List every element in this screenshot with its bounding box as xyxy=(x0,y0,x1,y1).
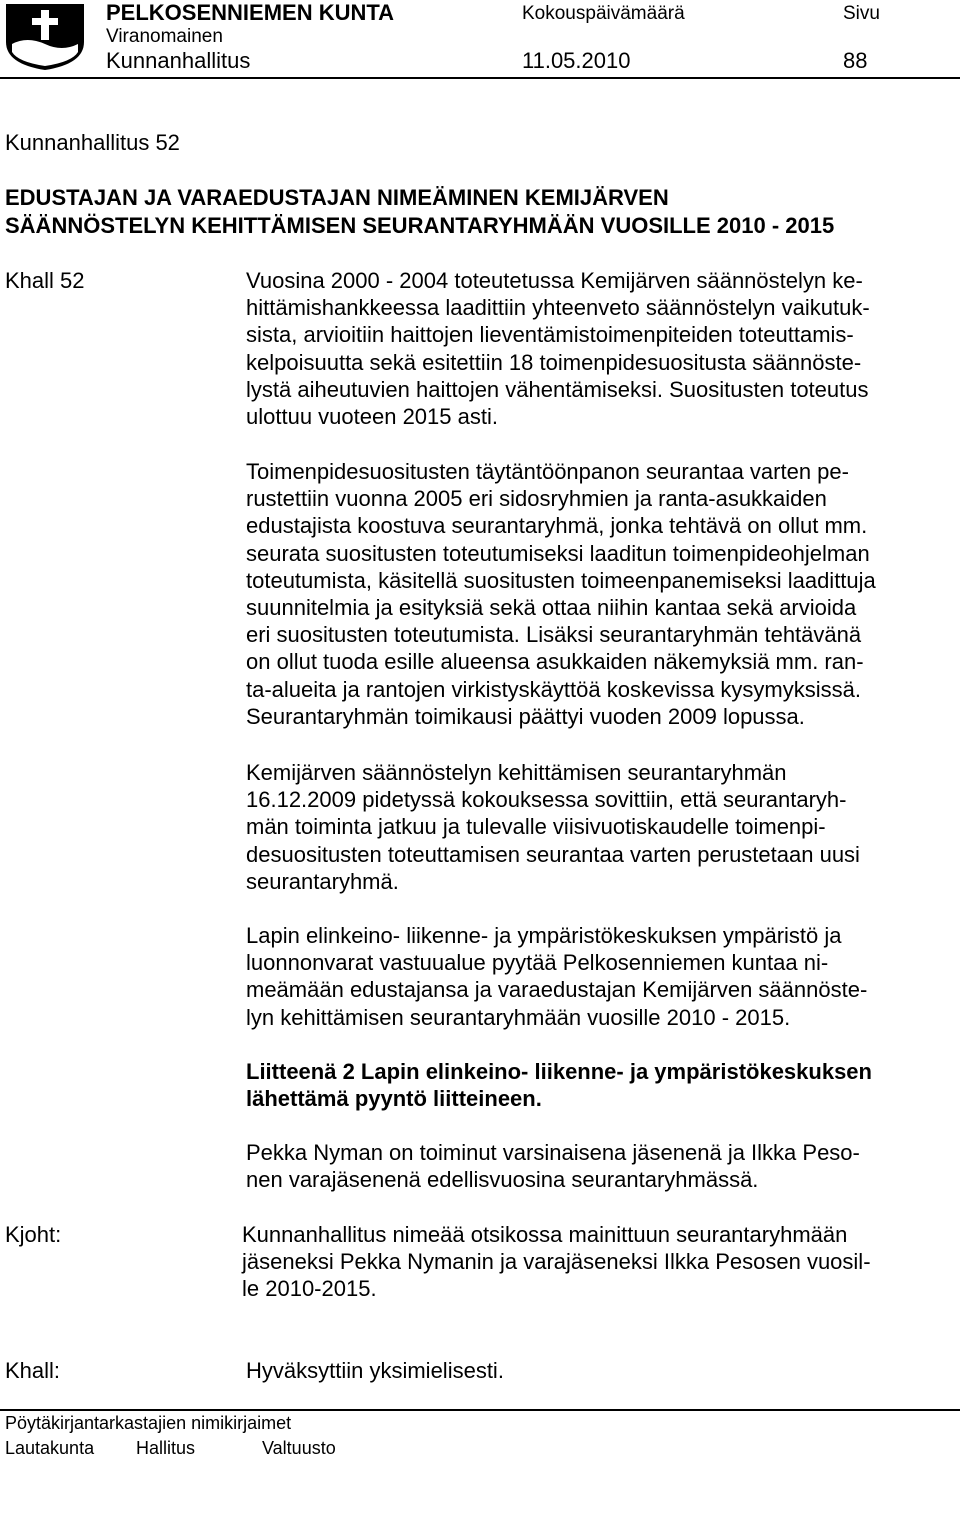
text-line: lystä aiheutuvien haittojen vähentämiseksi. Suositusten toteutus xyxy=(246,376,869,402)
authority-label: Viranomainen xyxy=(106,26,223,47)
meeting-date: 11.05.2010 xyxy=(522,48,631,73)
text-line: desuositusten toteuttamisen seurantaa varten perustetaan uusi xyxy=(246,841,860,867)
text-line: toteutumista, käsitellä suositusten toimeenpanemiseksi laadittuja xyxy=(246,567,876,593)
coat-of-arms-icon xyxy=(2,2,88,72)
footer-column-valtuusto: Valtuusto xyxy=(262,1438,336,1458)
text-line: Vuosina 2000 - 2004 toteutetussa Kemijärven säännöstelyn ke- xyxy=(246,268,863,293)
text-line: meämään edustajansa ja varaedustajan Kemijärven säännöste- xyxy=(246,977,868,1003)
text-line: sista, arvioitiin haittojen lieventämistoimenpiteiden toteuttamis- xyxy=(246,322,854,348)
text-line: rustettiin vuonna 2005 eri sidosryhmien ja ranta-asukkaiden xyxy=(246,486,827,512)
header-divider xyxy=(0,77,960,79)
text-line: Kunnanhallitus nimeää otsikossa mainittuun seurantaryhmään xyxy=(242,1222,848,1247)
paragraph-attachment xyxy=(246,1058,956,1112)
text-line: 16.12.2009 pidetyssä kokouksessa sovittiin, että seurantaryh- xyxy=(246,787,847,813)
section-heading: Kunnanhallitus 52 xyxy=(5,130,180,155)
footer-column-hallitus: Hallitus xyxy=(136,1438,196,1458)
text-line: kelpoisuutta sekä esitettiin 18 toimenpidesuositusta säännöste- xyxy=(246,349,862,375)
text-line: nen varajäsenenä edellisvuosina seurantaryhmässä. xyxy=(246,1167,759,1193)
proposal-label: Kjoht: xyxy=(5,1222,62,1247)
text-line: edustajista koostuva seurantaryhmä, jonka tehtävä on ollut mm. xyxy=(246,513,868,539)
text-line: lähettämä pyyntö liitteineen. xyxy=(246,1086,542,1112)
document-title xyxy=(5,184,834,240)
page-number: 88 xyxy=(843,48,868,73)
text-line: män toiminta jatkuu ja tulevalle viisivuotiskaudelle toimenpi- xyxy=(246,814,826,840)
text-line: lyn kehittämisen seurantaryhmään vuosille 2010 - 2015. xyxy=(246,1004,791,1030)
meeting-date-label: Kokouspäivämäärä xyxy=(522,3,685,24)
decision-label: Khall: xyxy=(5,1358,61,1383)
page-label: Sivu xyxy=(843,3,880,24)
text-line: le 2010-2015. xyxy=(242,1276,377,1302)
paragraph-previous-members xyxy=(246,1139,956,1193)
text-line: hittämishankkeessa laadittiin yhteenveto säännöstelyn vaikutuk- xyxy=(246,295,870,321)
text-line: Liitteenä 2 Lapin elinkeino- liikenne- ja ympäristökeskuksen xyxy=(246,1059,872,1084)
text-line: Pekka Nyman on toiminut varsinaisena jäsenenä ja Ilkka Peso- xyxy=(246,1140,860,1165)
text-line: Toimenpidesuositusten täytäntöönpanon seurantaa varten pe- xyxy=(246,459,849,484)
text-line: jäseneksi Pekka Nymanin ja varajäseneksi Ilkka Pesosen vuosil- xyxy=(242,1249,871,1275)
text-line: on ollut tuoda esille alueensa asukkaiden näkemyksiä mm. ran- xyxy=(246,649,864,675)
text-line: seurantaryhmä. xyxy=(246,868,399,894)
footer-divider xyxy=(0,1409,960,1411)
text-line: eri suositusten toteutumista. Lisäksi seurantaryhmän tehtävänä xyxy=(246,622,862,648)
text-line: Kemijärven säännöstelyn kehittämisen seurantaryhmän xyxy=(246,760,787,785)
title-line: SÄÄNNÖSTELYN KEHITTÄMISEN SEURANTARYHMÄÄN VUOSILLE 2010 - 2015 xyxy=(5,213,835,238)
text-line: Lapin elinkeino- liikenne- ja ympäristökeskuksen ympäristö ja xyxy=(246,923,842,948)
title-line: EDUSTAJAN JA VARAEDUSTAJAN NIMEÄMINEN KEMIJÄRVEN xyxy=(5,185,669,210)
text-line: ulottuu vuoteen 2015 asti. xyxy=(246,404,498,430)
text-line: luonnonvarat vastuualue pyytää Pelkosenniemen kuntaa ni- xyxy=(246,950,829,976)
authority-name: Kunnanhallitus xyxy=(106,48,251,73)
municipality-name: PELKOSENNIEMEN KUNTA xyxy=(106,0,395,25)
case-reference: Khall 52 xyxy=(5,268,85,293)
text-line: Seurantaryhmän toimikausi päättyi vuoden 2009 lopussa. xyxy=(246,703,805,729)
paragraph-monitoring-group xyxy=(246,458,956,730)
footer-column-lautakunta: Lautakunta xyxy=(5,1438,95,1458)
paragraph-request xyxy=(246,922,956,1031)
signatures-label: Pöytäkirjantarkastajien nimikirjaimet xyxy=(5,1413,292,1433)
text-line: ta-alueita ja rantojen virkistyskäyttöä koskevissa kysymyksissä. xyxy=(246,676,861,702)
paragraph-background xyxy=(246,267,956,430)
decision-text: Hyväksyttiin yksimielisesti. xyxy=(246,1358,504,1383)
proposal-text xyxy=(242,1221,952,1303)
text-line: suunnitelmia ja esityksiä sekä ottaa niihin kantaa sekä arvioida xyxy=(246,595,857,621)
paragraph-continuation xyxy=(246,759,956,895)
text-line: seurata suositusten toteutumiseksi laaditun toimenpideohjelman xyxy=(246,540,870,566)
